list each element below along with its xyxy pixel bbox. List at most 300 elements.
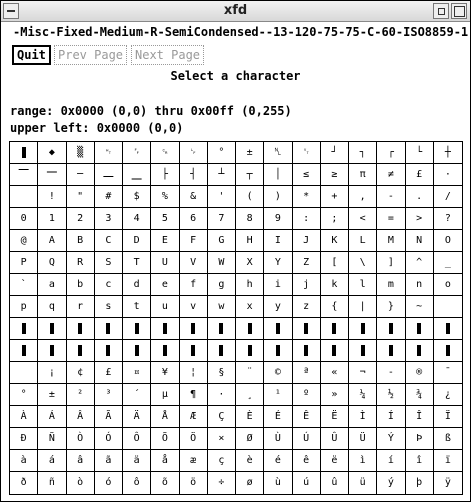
glyph-char: : (303, 212, 310, 224)
glyph-cell[interactable] (10, 164, 38, 186)
missing-glyph-block (219, 345, 223, 356)
glyph-cell[interactable] (123, 428, 151, 450)
glyph-cell[interactable] (321, 340, 349, 362)
glyph-cell[interactable] (349, 318, 377, 340)
glyph-cell[interactable] (236, 450, 264, 472)
glyph-cell[interactable] (377, 362, 405, 384)
glyph-cell[interactable] (123, 142, 151, 164)
minimize-button[interactable] (433, 3, 449, 19)
glyph-cell[interactable] (123, 362, 151, 384)
glyph-cell[interactable] (377, 186, 405, 208)
glyph-char: f (190, 278, 197, 290)
glyph-cell[interactable] (180, 142, 208, 164)
glyph-char: º (303, 388, 310, 400)
glyph-cell[interactable] (236, 362, 264, 384)
glyph-cell[interactable] (293, 340, 321, 362)
glyph-cell[interactable] (10, 384, 38, 406)
next-page-button[interactable]: Next Page (131, 45, 204, 65)
glyph-cell[interactable] (95, 472, 123, 494)
glyph-cell[interactable] (95, 340, 123, 362)
glyph-cell[interactable] (67, 142, 95, 164)
glyph-cell[interactable] (321, 164, 349, 186)
glyph-cell[interactable] (406, 142, 434, 164)
glyph-cell[interactable] (434, 340, 462, 362)
glyph-cell[interactable] (208, 274, 236, 296)
glyph-cell[interactable] (377, 472, 405, 494)
missing-glyph-block (304, 323, 308, 334)
glyph-cell[interactable] (151, 142, 179, 164)
glyph-cell[interactable] (293, 450, 321, 472)
glyph-cell[interactable] (264, 142, 292, 164)
glyph-cell[interactable] (38, 318, 66, 340)
glyph-cell[interactable] (434, 406, 462, 428)
glyph-cell[interactable] (208, 340, 236, 362)
glyph-cell[interactable] (10, 208, 38, 230)
glyph-cell[interactable] (10, 362, 38, 384)
glyph-cell[interactable] (236, 428, 264, 450)
glyph-cell[interactable] (264, 252, 292, 274)
glyph-cell[interactable] (406, 296, 434, 318)
glyph-cell[interactable] (264, 428, 292, 450)
glyph-cell[interactable] (180, 450, 208, 472)
glyph-cell[interactable] (434, 274, 462, 296)
glyph-cell[interactable] (293, 186, 321, 208)
glyph-cell[interactable] (10, 340, 38, 362)
glyph-cell[interactable] (236, 142, 264, 164)
glyph-cell[interactable] (123, 252, 151, 274)
glyph-char: ó (105, 477, 112, 488)
glyph-cell[interactable] (208, 186, 236, 208)
glyph-cell[interactable] (349, 164, 377, 186)
glyph-cell[interactable] (151, 384, 179, 406)
glyph-cell[interactable] (236, 296, 264, 318)
glyph-cell[interactable] (38, 384, 66, 406)
glyph-cell[interactable] (236, 340, 264, 362)
glyph-cell[interactable] (67, 384, 95, 406)
glyph-char: Ú (303, 432, 310, 444)
glyph-cell[interactable] (180, 340, 208, 362)
glyph-cell[interactable] (67, 274, 95, 296)
glyph-cell[interactable] (151, 472, 179, 494)
glyph-cell[interactable] (349, 186, 377, 208)
glyph-cell[interactable] (123, 450, 151, 472)
glyph-char: 1 (48, 212, 55, 224)
glyph-cell[interactable] (377, 142, 405, 164)
glyph-cell[interactable] (434, 142, 462, 164)
glyph-cell[interactable] (10, 318, 38, 340)
glyph-cell[interactable] (10, 296, 38, 318)
glyph-cell[interactable] (67, 318, 95, 340)
glyph-cell[interactable] (67, 406, 95, 428)
glyph-cell[interactable] (406, 340, 434, 362)
glyph-cell[interactable] (377, 384, 405, 406)
glyph-cell[interactable] (180, 274, 208, 296)
glyph-cell[interactable] (208, 428, 236, 450)
minimize-icon (438, 8, 445, 15)
glyph-cell[interactable] (95, 208, 123, 230)
glyph-cell[interactable] (264, 362, 292, 384)
glyph-cell[interactable] (434, 428, 462, 450)
glyph-cell[interactable] (434, 208, 462, 230)
glyph-cell[interactable] (321, 450, 349, 472)
glyph-cell[interactable] (434, 472, 462, 494)
glyph-cell[interactable] (151, 164, 179, 186)
glyph-cell[interactable] (321, 428, 349, 450)
glyph-cell[interactable] (10, 186, 38, 208)
glyph-cell[interactable] (208, 406, 236, 428)
glyph-cell[interactable] (10, 142, 38, 164)
glyph-cell[interactable] (349, 142, 377, 164)
glyph-cell[interactable] (377, 230, 405, 252)
glyph-char: ß (444, 432, 451, 444)
glyph-cell[interactable] (434, 230, 462, 252)
maximize-button[interactable] (451, 3, 467, 19)
glyph-cell[interactable] (264, 406, 292, 428)
glyph-cell[interactable] (406, 164, 434, 186)
glyph-cell[interactable] (434, 362, 462, 384)
glyph-cell[interactable] (434, 318, 462, 340)
glyph-cell[interactable] (123, 164, 151, 186)
glyph-char: ± (48, 388, 55, 400)
glyph-cell[interactable] (180, 164, 208, 186)
glyph-char: õ (161, 477, 168, 488)
glyph-cell[interactable] (95, 252, 123, 274)
glyph-cell[interactable] (38, 208, 66, 230)
glyph-cell[interactable] (377, 406, 405, 428)
glyph-cell[interactable] (180, 362, 208, 384)
glyph-cell[interactable] (180, 428, 208, 450)
glyph-cell[interactable] (377, 296, 405, 318)
glyph-char: ┤ (190, 168, 197, 180)
glyph-cell[interactable] (293, 384, 321, 406)
glyph-cell[interactable] (10, 274, 38, 296)
glyph-cell[interactable] (293, 208, 321, 230)
glyph-cell[interactable] (208, 384, 236, 406)
glyph-cell[interactable] (321, 252, 349, 274)
glyph-char: j (303, 278, 310, 290)
glyph-cell[interactable] (321, 274, 349, 296)
glyph-cell[interactable] (264, 318, 292, 340)
glyph-char: 6 (190, 212, 197, 224)
glyph-cell[interactable] (151, 318, 179, 340)
glyph-cell[interactable] (406, 406, 434, 428)
glyph-cell[interactable] (349, 406, 377, 428)
glyph-cell[interactable] (406, 252, 434, 274)
glyph-cell[interactable] (151, 230, 179, 252)
glyph-cell[interactable] (406, 428, 434, 450)
glyph-cell[interactable] (208, 362, 236, 384)
glyph-cell[interactable] (208, 252, 236, 274)
glyph-cell[interactable] (180, 230, 208, 252)
glyph-cell[interactable] (151, 296, 179, 318)
glyph-cell[interactable] (151, 208, 179, 230)
glyph-cell[interactable] (349, 208, 377, 230)
glyph-cell[interactable] (95, 384, 123, 406)
glyph-cell[interactable] (95, 450, 123, 472)
glyph-cell[interactable] (10, 472, 38, 494)
glyph-cell[interactable] (434, 252, 462, 274)
glyph-cell[interactable] (67, 472, 95, 494)
glyph-char: ┐ (359, 146, 366, 158)
glyph-cell[interactable] (321, 296, 349, 318)
glyph-cell[interactable] (406, 186, 434, 208)
glyph-cell[interactable] (151, 252, 179, 274)
missing-glyph-block (78, 345, 82, 356)
glyph-cell[interactable] (180, 318, 208, 340)
glyph-cell[interactable] (349, 274, 377, 296)
glyph-cell[interactable] (123, 406, 151, 428)
missing-glyph-block (276, 323, 280, 334)
glyph-cell[interactable] (38, 230, 66, 252)
glyph-cell[interactable] (264, 340, 292, 362)
glyph-cell[interactable] (208, 208, 236, 230)
glyph-char: ) (274, 190, 281, 202)
glyph-cell[interactable] (264, 450, 292, 472)
glyph-cell[interactable] (377, 340, 405, 362)
glyph-cell[interactable] (67, 428, 95, 450)
glyph-cell[interactable] (293, 164, 321, 186)
glyph-cell[interactable] (38, 296, 66, 318)
glyph-cell[interactable] (293, 362, 321, 384)
glyph-cell[interactable] (236, 472, 264, 494)
glyph-cell[interactable] (377, 450, 405, 472)
glyph-cell[interactable] (264, 164, 292, 186)
glyph-cell[interactable] (349, 340, 377, 362)
glyph-cell[interactable] (321, 230, 349, 252)
glyph-cell[interactable] (38, 472, 66, 494)
glyph-cell[interactable] (406, 362, 434, 384)
glyph-cell[interactable] (151, 450, 179, 472)
glyph-cell[interactable] (321, 208, 349, 230)
glyph-cell[interactable] (38, 340, 66, 362)
glyph-char: . (416, 190, 423, 202)
glyph-char: ¡ (48, 366, 55, 378)
glyph-cell[interactable] (180, 472, 208, 494)
glyph-cell[interactable] (38, 142, 66, 164)
glyph-cell[interactable] (123, 384, 151, 406)
glyph-cell[interactable] (208, 142, 236, 164)
glyph-cell[interactable] (180, 186, 208, 208)
select-prompt: Select a character (170, 69, 301, 83)
glyph-cell[interactable] (95, 406, 123, 428)
glyph-cell[interactable] (95, 362, 123, 384)
glyph-char: c (105, 278, 112, 290)
glyph-cell[interactable] (123, 472, 151, 494)
glyph-cell[interactable] (123, 318, 151, 340)
glyph-char: π (359, 168, 366, 180)
glyph-cell[interactable] (349, 428, 377, 450)
glyph-cell[interactable] (293, 274, 321, 296)
glyph-cell[interactable] (264, 472, 292, 494)
glyph-cell[interactable] (151, 428, 179, 450)
glyph-cell[interactable] (208, 164, 236, 186)
glyph-cell[interactable] (10, 406, 38, 428)
glyph-cell[interactable] (38, 406, 66, 428)
glyph-cell[interactable] (293, 472, 321, 494)
glyph-cell[interactable] (67, 230, 95, 252)
glyph-cell[interactable] (377, 164, 405, 186)
glyph-cell[interactable] (95, 318, 123, 340)
glyph-cell[interactable] (264, 230, 292, 252)
glyph-cell[interactable] (321, 186, 349, 208)
glyph-char: N (416, 234, 423, 246)
glyph-cell[interactable] (236, 406, 264, 428)
glyph-cell[interactable] (349, 296, 377, 318)
glyph-cell[interactable] (406, 274, 434, 296)
glyph-char: ┬ (246, 168, 253, 180)
glyph-cell[interactable] (208, 450, 236, 472)
glyph-cell[interactable] (406, 450, 434, 472)
glyph-cell[interactable] (10, 252, 38, 274)
glyph-cell[interactable] (321, 406, 349, 428)
glyph-cell[interactable] (377, 208, 405, 230)
glyph-cell[interactable] (349, 384, 377, 406)
glyph-char: ┼ (444, 146, 451, 158)
glyph-char: 7 (218, 212, 225, 224)
glyph-char: , (359, 190, 366, 202)
glyph-cell[interactable] (10, 230, 38, 252)
glyph-cell[interactable] (151, 406, 179, 428)
glyph-cell[interactable] (180, 208, 208, 230)
glyph-cell[interactable] (95, 164, 123, 186)
glyph-cell[interactable] (236, 252, 264, 274)
glyph-cell[interactable] (236, 164, 264, 186)
glyph-char: ¿ (444, 388, 451, 400)
glyph-char: ; (331, 212, 338, 224)
glyph-cell[interactable] (95, 274, 123, 296)
glyph-cell[interactable] (208, 296, 236, 318)
glyph-cell[interactable] (208, 318, 236, 340)
glyph-cell[interactable] (123, 274, 151, 296)
glyph-cell[interactable] (321, 384, 349, 406)
glyph-cell[interactable] (151, 362, 179, 384)
glyph-cell[interactable] (123, 208, 151, 230)
glyph-cell[interactable] (236, 384, 264, 406)
glyph-cell[interactable] (349, 252, 377, 274)
glyph-cell[interactable] (349, 450, 377, 472)
glyph-cell[interactable] (151, 340, 179, 362)
glyph-cell[interactable] (321, 362, 349, 384)
glyph-cell[interactable] (10, 428, 38, 450)
glyph-cell[interactable] (67, 296, 95, 318)
glyph-cell[interactable] (349, 362, 377, 384)
prev-page-button[interactable]: Prev Page (54, 45, 127, 65)
glyph-cell[interactable] (293, 406, 321, 428)
missing-glyph-block (276, 345, 280, 356)
glyph-cell[interactable] (95, 428, 123, 450)
glyph-cell[interactable] (264, 296, 292, 318)
glyph-cell[interactable] (67, 362, 95, 384)
missing-glyph-block (332, 323, 336, 334)
glyph-cell[interactable] (151, 274, 179, 296)
glyph-cell[interactable] (208, 472, 236, 494)
glyph-cell[interactable] (434, 384, 462, 406)
glyph-cell[interactable] (264, 186, 292, 208)
glyph-cell[interactable] (38, 274, 66, 296)
glyph-cell[interactable] (123, 340, 151, 362)
glyph-cell[interactable] (406, 384, 434, 406)
glyph-cell[interactable] (67, 252, 95, 274)
glyph-cell[interactable] (208, 230, 236, 252)
title-bar[interactable] (1, 1, 470, 22)
glyph-cell[interactable] (180, 384, 208, 406)
glyph-cell[interactable] (180, 406, 208, 428)
glyph-cell[interactable] (264, 384, 292, 406)
glyph-cell[interactable] (180, 296, 208, 318)
glyph-cell[interactable] (95, 296, 123, 318)
missing-glyph-block (22, 147, 26, 158)
glyph-cell[interactable] (377, 428, 405, 450)
glyph-cell[interactable] (236, 208, 264, 230)
glyph-cell[interactable] (293, 318, 321, 340)
glyph-cell[interactable] (349, 472, 377, 494)
glyph-cell[interactable] (38, 362, 66, 384)
glyph-cell[interactable] (38, 428, 66, 450)
glyph-char: ` (20, 278, 27, 290)
glyph-cell[interactable] (406, 208, 434, 230)
glyph-cell[interactable] (406, 318, 434, 340)
glyph-cell[interactable] (38, 186, 66, 208)
glyph-cell[interactable] (38, 164, 66, 186)
glyph-cell[interactable] (293, 252, 321, 274)
glyph-cell[interactable] (95, 142, 123, 164)
glyph-char: ° (218, 146, 225, 158)
glyph-cell[interactable] (67, 340, 95, 362)
glyph-cell[interactable] (10, 450, 38, 472)
glyph-cell[interactable] (236, 186, 264, 208)
glyph-cell[interactable] (293, 230, 321, 252)
glyph-cell[interactable] (321, 318, 349, 340)
glyph-cell[interactable] (95, 186, 123, 208)
glyph-cell[interactable] (123, 186, 151, 208)
glyph-cell[interactable] (377, 252, 405, 274)
glyph-cell[interactable] (406, 472, 434, 494)
glyph-cell[interactable] (434, 186, 462, 208)
quit-button[interactable]: Quit (12, 45, 51, 65)
glyph-char: X (246, 256, 253, 268)
glyph-cell[interactable] (123, 296, 151, 318)
glyph-cell[interactable] (321, 142, 349, 164)
glyph-char: î (416, 454, 423, 466)
glyph-cell[interactable] (38, 252, 66, 274)
glyph-cell[interactable] (236, 230, 264, 252)
glyph-cell[interactable] (236, 274, 264, 296)
glyph-cell[interactable] (236, 318, 264, 340)
glyph-cell[interactable] (434, 450, 462, 472)
glyph-cell[interactable] (180, 252, 208, 274)
glyph-cell[interactable] (434, 296, 462, 318)
glyph-cell[interactable] (264, 208, 292, 230)
glyph-cell[interactable] (123, 230, 151, 252)
glyph-cell[interactable] (434, 164, 462, 186)
glyph-cell[interactable] (67, 208, 95, 230)
glyph-cell[interactable] (67, 450, 95, 472)
glyph-cell[interactable] (349, 230, 377, 252)
glyph-cell[interactable] (67, 164, 95, 186)
glyph-cell[interactable] (151, 186, 179, 208)
glyph-cell[interactable] (377, 274, 405, 296)
glyph-cell[interactable] (293, 428, 321, 450)
glyph-cell[interactable] (293, 296, 321, 318)
glyph-cell[interactable] (67, 186, 95, 208)
glyph-cell[interactable] (38, 450, 66, 472)
glyph-cell[interactable] (377, 318, 405, 340)
glyph-cell[interactable] (321, 472, 349, 494)
glyph-cell[interactable] (293, 142, 321, 164)
glyph-cell[interactable] (406, 230, 434, 252)
glyph-cell[interactable] (95, 230, 123, 252)
glyph-cell[interactable] (264, 274, 292, 296)
